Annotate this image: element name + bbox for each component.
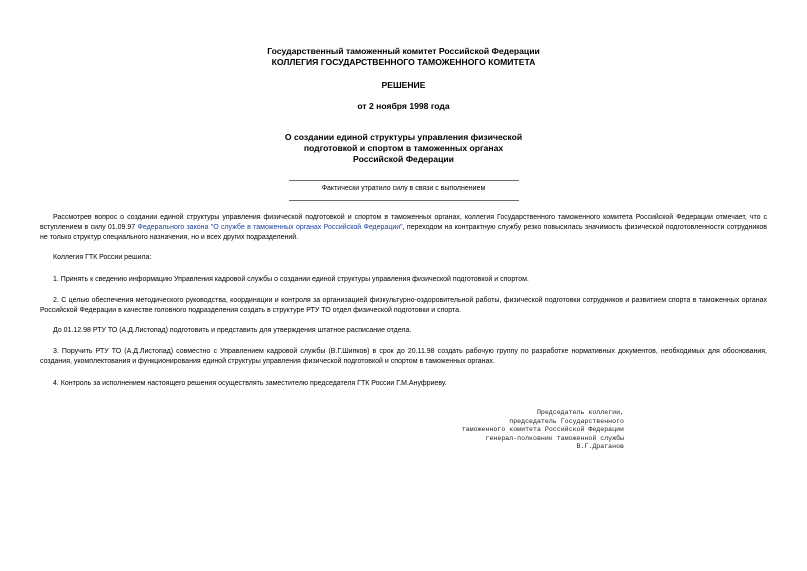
paragraph-item-2-deadline: До 01.12.98 РТУ ТО (А.Д.Листопад) подготовить и представить для утверждения штатное расписание отдела. — [53, 327, 412, 334]
document-date: от 2 ноября 1998 года — [357, 101, 450, 111]
paragraph-resolution-intro: Коллегия ГТК России решила: — [53, 254, 152, 261]
status-note: Фактически утратило силу в связи с выполнением — [321, 185, 486, 192]
issuing-authority: Государственный таможенный комитет Российской Федерации — [267, 46, 540, 56]
status-divider-top — [289, 180, 519, 181]
paragraph-item-3: 3. Поручить РТУ ТО (А.Д.Листопад) совместно с Управлением кадровой службы (В.Г.Шипков) в срок до 20.11.98 создать рабочую группу по разработке нормативных документов, необходимых для обоснования, создания, укомплектования и функционирования единой структуры управления физической подготовкой и спортом в таможенных органах. — [40, 348, 767, 365]
signature-name: В.Г.Драганов — [576, 443, 624, 450]
document-type: РЕШЕНИЕ — [381, 80, 426, 90]
paragraph-item-2: 2. С целью обеспечения методического руководства, координации и контроля за организацией физкультурно-оздоровительной работы, физической подготовки сотрудников и развитием спорта в таможенных органах Российской Федерации в качестве головного подразделения создать в структуре РТУ ТО отдел физической подготовки и спорта. — [40, 297, 767, 314]
document-title-line-3: Российской Федерации — [353, 154, 454, 164]
paragraph-item-4: 4. Контроль за исполнением настоящего решения осуществлять заместителю председателя ГТК России Г.М.Ануфриеву. — [53, 380, 447, 387]
signature-line-3: таможенного комитета Российской Федерации — [461, 426, 624, 433]
status-divider-bottom — [289, 200, 519, 201]
signature-line-4: генерал-полковник таможенной службы — [485, 434, 624, 442]
preamble-text-end: , переходом на контрактную службу резко повысилась значимость физической подготовленности сотрудников не только структур специального назначения, но и всех других подразделений. — [40, 224, 767, 241]
document-title-line-1: О создании единой структуры управления физической — [284, 132, 523, 142]
paragraph-item-1: 1. Принять к сведению информацию Управления кадровой службы о создании единой структуры управления физической подготовкой и спортом. — [53, 276, 529, 283]
paragraph-preamble — [40, 213, 767, 243]
preamble-text-start: Рассмотрев вопрос о создании единой структуры управления физической подготовкой и спортом в таможенных органах, коллегия Государственного таможенного комитета Российской Федерации отмечает, что с вступлением в силу 01.09.97 — [40, 214, 767, 231]
signature-line-2: председатель Государственного — [509, 417, 624, 425]
signature-line-1: Председатель коллегии, — [536, 409, 624, 416]
document-title-line-2: подготовкой и спортом в таможенных органах — [303, 143, 504, 153]
federal-law-link[interactable]: Федерального закона "О службе в таможенных органах Российской Федерации" — [137, 224, 403, 231]
issuing-collegium: КОЛЛЕГИЯ ГОСУДАРСТВЕННОГО ТАМОЖЕННОГО КОМИТЕТА — [271, 57, 536, 67]
